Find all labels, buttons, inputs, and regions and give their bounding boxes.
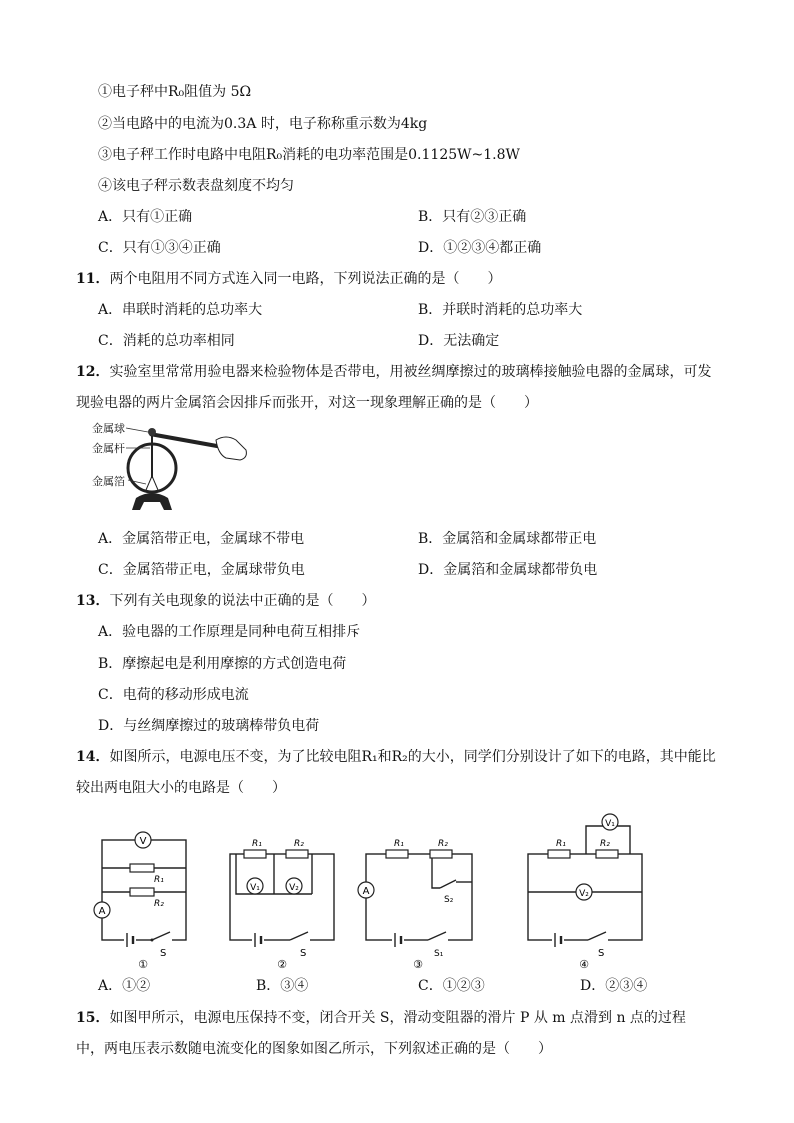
c4-number: ④: [579, 958, 589, 970]
q15-stem-text-1: 如图甲所示，电源电压保持不变，闭合开关 S，滑动变阻器的滑片 P 从 m 点滑到 n 点的过程: [109, 1010, 686, 1026]
q11-stem-text: 两个电阻用不同方式连入同一电路，下列说法正确的是（ ）: [109, 271, 502, 287]
q10-statement-3: ③电子秤工作时电路中电阻R₀消耗的电功率范围是0.1125W~1.8W: [98, 147, 520, 163]
c1-switch-label: S: [160, 948, 167, 959]
label-metal-ball: 金属球: [92, 422, 125, 435]
c2-r1-label: R₁: [252, 839, 262, 849]
q12-option-b[interactable]: B．金属箔和金属球都带正电: [418, 531, 597, 547]
c3-number: ③: [413, 958, 423, 970]
c1-r1-label: R₁: [154, 875, 164, 885]
label-metal-foil: 金属箔: [92, 475, 125, 488]
q12-number: 12．: [76, 364, 110, 380]
label-metal-rod: 金属杆: [92, 442, 125, 455]
c2-v1-label: V₁: [250, 883, 260, 893]
q11-option-a[interactable]: A．串联时消耗的总功率大: [98, 302, 263, 318]
electroscope-base: [132, 493, 172, 510]
metal-foil-left: [146, 476, 152, 490]
resistor-r2: [430, 850, 452, 858]
q12-option-c[interactable]: C．金属箔带正电，金属球带负电: [98, 562, 305, 578]
resistor-r2: [286, 850, 308, 858]
q14-number: 14．: [76, 749, 110, 765]
c3-s2-label: S₂: [444, 895, 454, 905]
circuit-2: [222, 830, 342, 970]
q11-option-b[interactable]: B．并联时消耗的总功率大: [418, 302, 583, 318]
metal-foil-right: [152, 476, 158, 490]
c1-voltmeter-label: V: [139, 836, 147, 847]
c3-s1-label: S₁: [434, 949, 444, 959]
q13-stem: [76, 591, 375, 611]
q15-stem-line-2: 中，两电压表示数随电流变化的图象如图乙所示，下列叙述正确的是（ ）: [76, 1041, 552, 1057]
q11-stem: [76, 269, 501, 289]
circuit-1: [90, 820, 200, 970]
c1-ammeter-label: A: [98, 906, 106, 917]
circuit-4: [518, 808, 648, 970]
q15-number: 15．: [76, 1010, 110, 1026]
q10-statement-4: ④该电子秤示数表盘刻度不均匀: [98, 178, 294, 194]
q14-stem-line-2: 较出两电阻大小的电路是（ ）: [76, 780, 286, 796]
c1-number: ①: [138, 958, 148, 970]
resistor-r1: [244, 850, 266, 858]
q13-stem-text: 下列有关电现象的说法中正确的是（ ）: [109, 593, 376, 609]
resistor-r1: [386, 850, 408, 858]
q14-option-d[interactable]: D．②③④: [580, 978, 648, 994]
c4-switch-label: S: [598, 948, 605, 959]
c2-r2-label: R₂: [294, 839, 304, 849]
q10-option-c[interactable]: C．只有①③④正确: [98, 240, 221, 256]
q13-number: 13．: [76, 593, 110, 609]
q12-stem-text-1: 实验室里常常用验电器来检验物体是否带电，用被丝绸摩擦过的玻璃棒接触验电器的金属球，可发: [109, 364, 712, 380]
c2-number: ②: [277, 958, 287, 970]
c4-r2-label: R₂: [600, 839, 610, 849]
hand-icon: [216, 437, 246, 460]
q11-option-d[interactable]: D．无法确定: [418, 333, 500, 349]
resistor-r1: [548, 850, 570, 858]
c2-v2-label: V₂: [289, 883, 299, 893]
q12-stem-line-1: [76, 362, 711, 382]
metal-ball: [148, 428, 156, 436]
q10-option-a[interactable]: A．只有①正确: [98, 209, 193, 225]
q12-stem-line-2: 现验电器的两片金属箔会因排斥而张开，对这一现象理解正确的是（ ）: [76, 395, 538, 411]
q12-option-a[interactable]: A．金属箔带正电，金属球不带电: [98, 531, 305, 547]
q13-option-a[interactable]: A．验电器的工作原理是同种电荷互相排斥: [98, 624, 361, 640]
q10-statement-1: ①电子秤中R₀阻值为 5Ω: [98, 84, 252, 100]
c4-v1-label: V₁: [605, 819, 615, 829]
q11-option-c[interactable]: C．消耗的总功率相同: [98, 333, 235, 349]
resistor-r2: [596, 850, 618, 858]
switch-s2-icon: [440, 880, 456, 888]
q10-statement-2: ②当电路中的电流为0.3A 时，电子称称重示数为4kg: [98, 116, 428, 132]
q12-option-d[interactable]: D．金属箔和金属球都带负电: [418, 562, 598, 578]
c3-r1-label: R₁: [394, 839, 404, 849]
q14-option-c[interactable]: C．①②③: [418, 978, 485, 994]
q10-option-b[interactable]: B．只有②③正确: [418, 209, 527, 225]
c4-r1-label: R₁: [556, 839, 566, 849]
resistor-r2: [130, 888, 154, 896]
q14-stem-line-1: [76, 747, 716, 767]
q13-option-c[interactable]: C．电荷的移动形成电流: [98, 687, 249, 703]
c2-switch-label: S: [300, 948, 307, 959]
q15-stem-line-1: [76, 1008, 686, 1028]
c3-r2-label: R₂: [438, 839, 448, 849]
c4-v2-label: V₂: [579, 889, 589, 899]
q14-option-a[interactable]: A．①②: [98, 978, 151, 994]
q10-option-d[interactable]: D．①②③④都正确: [418, 240, 542, 256]
q13-option-b[interactable]: B．摩擦起电是利用摩擦的方式创造电荷: [98, 656, 347, 672]
q13-option-d[interactable]: D．与丝绸摩擦过的玻璃棒带负电荷: [98, 718, 320, 734]
c1-r2-label: R₂: [154, 899, 164, 909]
circuit-3: [352, 830, 482, 970]
q14-option-b[interactable]: B．③④: [256, 978, 309, 994]
q14-stem-text-1: 如图所示，电源电压不变，为了比较电阻R₁和R₂的大小，同学们分别设计了如下的电路，其中能比: [109, 749, 716, 765]
resistor-r1: [130, 864, 154, 872]
c3-ammeter-label: A: [362, 886, 370, 897]
q11-number: 11．: [76, 271, 110, 287]
